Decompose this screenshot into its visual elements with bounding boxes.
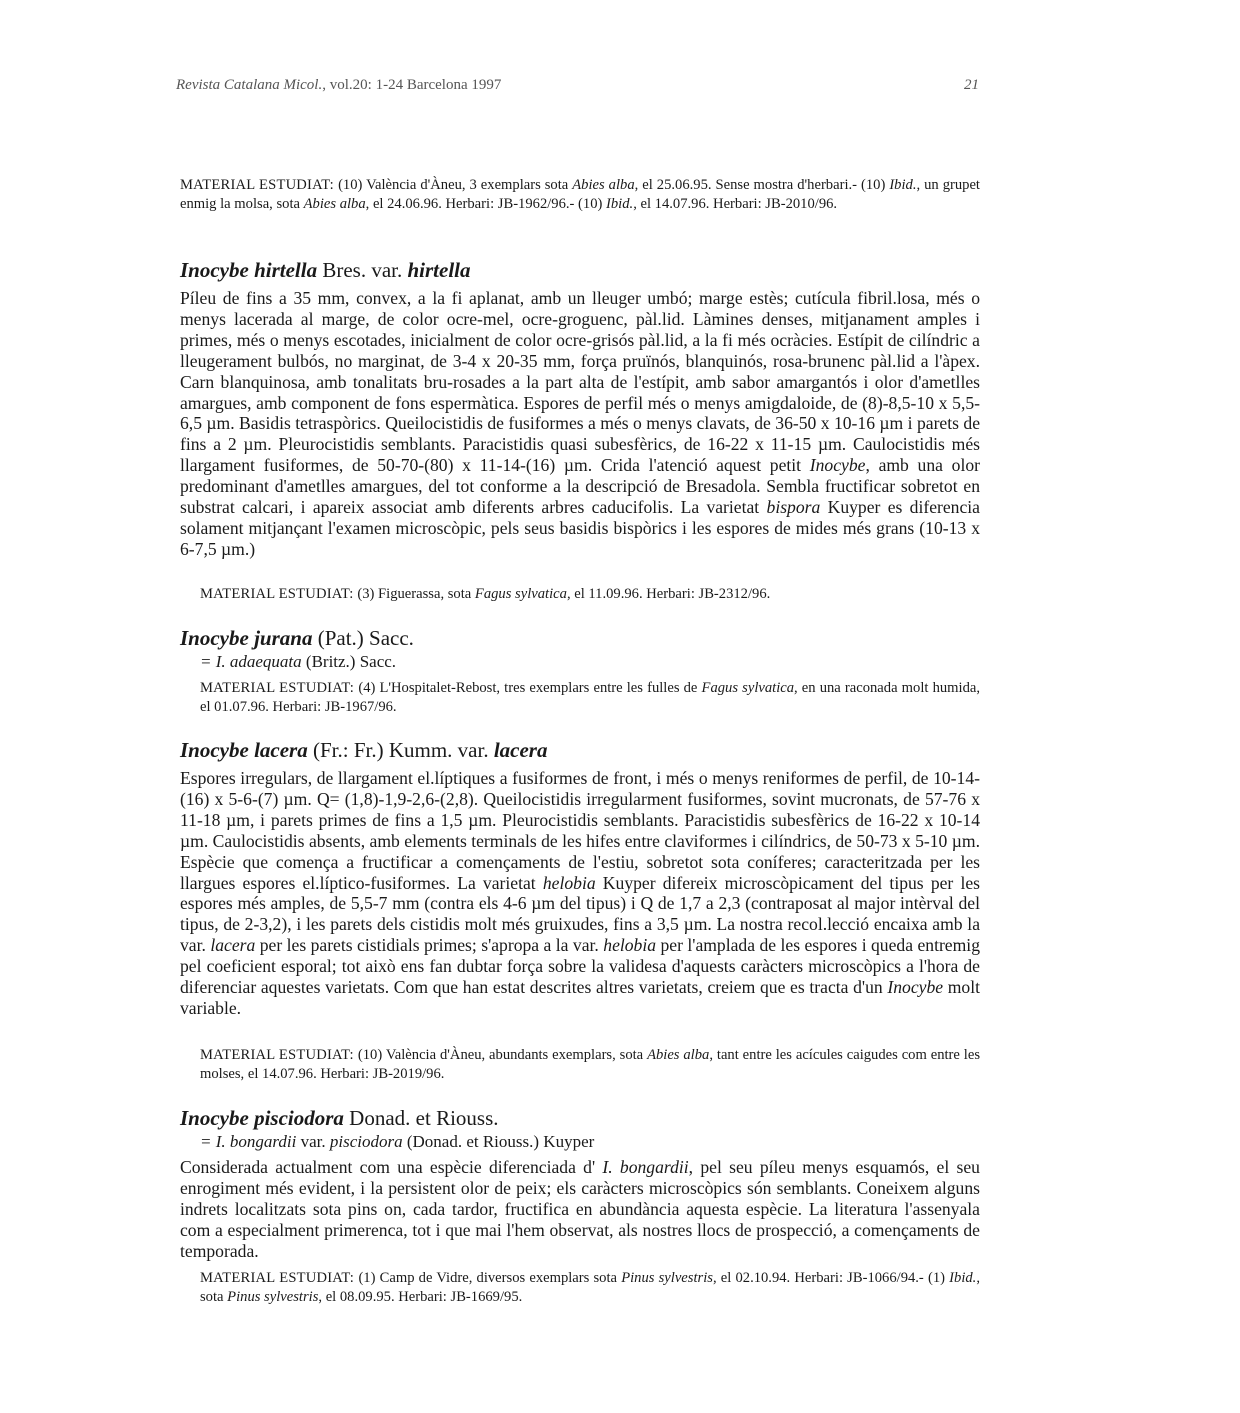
material-studied-previous: MATERIAL ESTUDIAT: (10) València d'Àneu, 3 exemplars sota Abies alba, el 25.06.95. Sense mostra d'herbari.- (10) Ibid., un grupet enmig la molsa, sota Abies alba, el 24.06.96. Herbari: JB-1962/96.- (10) Ibid., el 14.07.96. Herbari: JB-2010/96.: [180, 177, 980, 212]
species-description-lacera: Espores irregulars, de llargament el.líptiques a fusiformes de front, i més o menys reniformes de perfil, de 10-14-(16) x 5-6-(7) µm. Q= (1,8)-1,9-2,6-(2,8). Queilocistidis irregularment fusiformes, sovint mucronats, de 57-76 x 11-18 µm, i parets primes de fins a 1,5 µm. Pleurocistidis semblants. Paracistidis subesfèrics de 16-22 x 10-14 µm. Caulocistidis absents, amb elements terminals de les hifes entre claviformes i cilíndrics, de 50-73 x 5-10 µm. Espècie que comença a fructificar a començaments de l'estiu, sobretot sota coníferes; caracteritzada per les llargues espores el.líptico-fusiformes. La varietat helobia Kuyper difereix microscòpicament del tipus per les espores més amples, de 5,5-7 mm (contra els 4-6 µm del tipus) i Q de 1,7 a 2,3 (contraposat al major intèrval del tipus, de 2-3,2), i les parets dels cistidis molt més gruixudes, fins a 3,5 µm. La nostra recol.lecció encaixa amb la var. lacera per les parets cistidials primes; s'apropa a la var. helobia per l'amplada de les espores i queda entremig pel coeficient esporal; tot això ens fan dubtar força sobre la validesa d'aquests caràcters microscòpics a l'hora de diferenciar aquestes varietats. Com que han estat descrites altres varietats, creiem que es tracta d'un Inocybe molt variable.: [180, 768, 980, 1018]
material-studied-jurana: MATERIAL ESTUDIAT: (4) L'Hospitalet-Rebost, tres exemplars entre les fulles de Fagus sylvatica, en una raconada molt humida, el 01.07.96. Herbari: JB-1967/96.: [200, 680, 980, 715]
running-header: [176, 77, 979, 94]
volume-info: , vol.20: 1-24 Barcelona 1997: [322, 77, 502, 93]
species-heading-jurana: Inocybe jurana (Pat.) Sacc.: [180, 626, 414, 650]
species-heading-hirtella: Inocybe hirtella Bres. var. hirtella: [180, 258, 471, 282]
species-heading-pisciodora: Inocybe pisciodora Donad. et Riouss.: [180, 1106, 499, 1130]
material-studied-hirtella: MATERIAL ESTUDIAT: (3) Figuerassa, sota Fagus sylvatica, el 11.09.96. Herbari: JB-2312/96.: [200, 586, 771, 602]
material-studied-pisciodora: MATERIAL ESTUDIAT: (1) Camp de Vidre, diversos exemplars sota Pinus sylvestris, el 02.10.94. Herbari: JB-1066/94.- (1) Ibid., sota Pinus sylvestris, el 08.09.95. Herbari: JB-1669/95.: [200, 1270, 980, 1305]
material-studied-lacera: MATERIAL ESTUDIAT: (10) València d'Àneu, abundants exemplars, sota Abies alba, tant entre les acícules caigudes com entre les molses, el 14.07.96. Herbari: JB-2019/96.: [200, 1047, 981, 1082]
synonym-jurana: = I. adaequata (Britz.) Sacc.: [200, 652, 397, 671]
species-description-pisciodora: Considerada actualment com una espècie diferenciada d' I. bongardii, pel seu píleu menys esquamós, el seu enrogiment més evident, i la persistent olor de peix; els caràcters microscòpics són semblants. Coneixem alguns indrets localitzats sota pins on, cada tardor, fructifica en abundància aquesta espècie. La literatura l'assenyala com a especialment primerenca, tot i que mai l'hem observat, als nostres llocs de prospecció, a començaments de temporada.: [180, 1157, 980, 1261]
species-description-hirtella: Píleu de fins a 35 mm, convex, a la fi aplanat, amb un lleuger umbó; marge estès; cutícula fibril.losa, més o menys lacerada al marge, de color ocre-mel, ocre-groguenc, pàl.lid. Làmines denses, mitjanament amples i primes, més o menys escotades, inicialment de color ocre-grisós pàl.lid, a la fi més ocràcies. Estípit de cilíndric a lleugerament bulbós, no marginat, de 3-4 x 20-35 mm, força pruïnós, blanquinós, rosa-brunenc pàl.lid a l'àpex. Carn blanquinosa, amb tonalitats bru-rosades a la part alta de l'estípit, amb sabor amargantós i olor d'ametlles amargues, amb component de fons espermàtica. Espores de perfil més o menys amigdaloide, de (8)-8,5-10 x 5,5-6,5 µm. Basidis tetraspòrics. Queilocistidis de fusiformes a més o menys clavats, de 36-50 x 10-16 µm i parets de fins a 2 µm. Pleurocistidis semblants. Paracistidis quasi subesfèrics, de 16-22 x 11-15 µm. Caulocistidis més llargament fusiformes, de 50-70-(80) x 11-14-(16) µm. Crida l'atenció aquest petit Inocybe, amb una olor predominant d'ametlles amargues, del tot conforme a la descripció de Bresadola. Sembla fructificar sobretot en substrat calcari, i apareix associat amb diferents arbres caducifolis. La varietat bispora Kuyper es diferencia solament mitjançant l'examen microscòpic, pels seus basidis bispòrics i les espores de mides més grans (10-13 x 6-7,5 µm.): [180, 288, 980, 559]
species-heading-lacera: Inocybe lacera (Fr.: Fr.) Kumm. var. lacera: [180, 738, 548, 762]
page-number: 21: [964, 77, 979, 93]
synonym-pisciodora: = I. bongardii var. pisciodora (Donad. et Riouss.) Kuyper: [200, 1132, 595, 1151]
material-label: MATERIAL ESTUDIAT:: [180, 177, 339, 193]
journal-name: Revista Catalana Micol.: [176, 77, 323, 93]
